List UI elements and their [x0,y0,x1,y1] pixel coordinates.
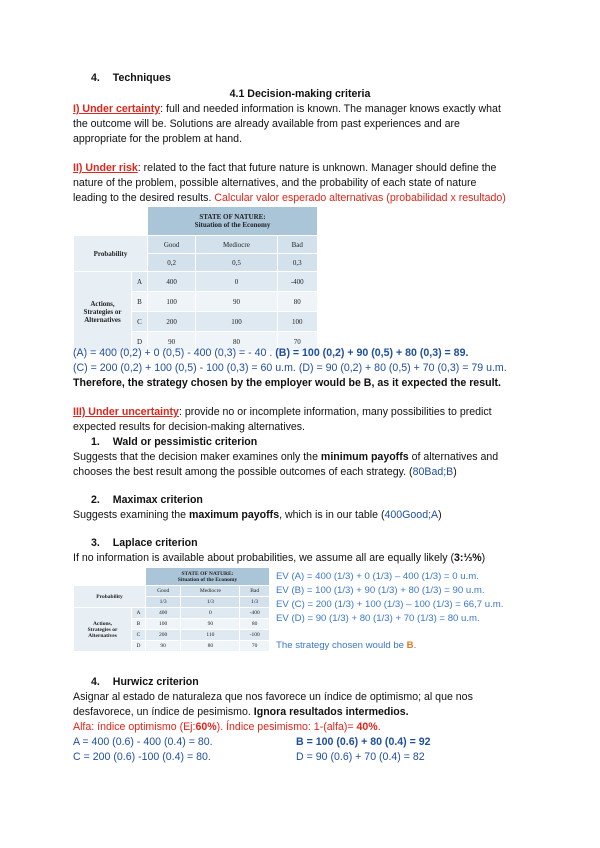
certainty-text-2: the outcome will be. Solutions are already available from past experiences and are [73,118,460,130]
hurwicz-result-d: D = 90 (0.6) + 70 (0.4) = 82 [296,751,425,763]
state-good: Good [146,586,181,597]
wald-text-1a: Suggests that the decision maker examines only the [73,451,321,463]
risk-result-2: (C) = 200 (0,2) + 100 (0,5) - 100 (0,3) = 60 u.m. (D) = 90 (0,2) + 80 (0,5) + 70 (0,3) = 79 u.m. [73,362,507,374]
risk-conclusion: Therefore, the strategy chosen by the employer would be B, as it expected the result. [73,377,501,389]
laplace-text-c: ) [481,552,486,564]
state-title-1: STATE OF NATURE: [199,213,266,221]
table-cell: 0 [196,272,277,292]
alt-label-1: Actions, [90,299,115,308]
row-id: C [132,630,146,641]
alternatives-label [74,272,132,352]
hurwicz-alpha [73,719,381,735]
risk-instruction: Calcular valor esperado alternativas (probabilidad x resultado) [214,192,506,204]
table-cell: 400 [146,608,181,619]
probability-good: 0,2 [148,254,196,272]
laplace-number: 3. [91,537,100,549]
row-id: D [132,641,146,652]
table-cell: 100 [146,619,181,630]
wald-text-1c: of alternatives and [408,451,499,463]
table-cell: 100 [196,312,277,332]
state-mediocre: Mediocre [181,586,240,597]
table-row [74,272,318,292]
state-bad: Bad [240,586,270,597]
wald-text-2c: ) [453,466,457,478]
table-cell: 70 [277,332,317,352]
table-cell: -400 [277,272,317,292]
wald-number: 1. [91,436,100,448]
maximax-heading [91,492,203,508]
table-cell: 90 [148,332,196,352]
table-row [74,608,270,619]
laplace-ev-d: EV (D) = 90 (1/3) + 80 (1/3) + 70 (1/3) = 80 u.m. [276,613,480,624]
alt-label-3: Alternatives [88,632,117,639]
alt-label-3: Alternatives [84,315,121,324]
table-cell: 80 [196,332,277,352]
uncertainty-text-2: expected results for decision-making alternatives. [73,421,305,433]
hurwicz-title: Hurwicz criterion [112,676,199,688]
state-of-nature-header [148,207,318,236]
hurwicz-result-a: A = 400 (0.6) - 400 (0.4) = 80. [73,736,213,748]
table-cell: 80 [240,619,270,630]
table-cell: 90 [196,292,277,312]
alt-label-1: Actions, [92,620,113,627]
table-cell: 80 [181,641,240,652]
table-cell: -400 [240,608,270,619]
table-cell: 80 [277,292,317,312]
result-b: (B) = 100 (0,2) + 90 (0,5) + 80 (0,3) = 89. [275,347,469,359]
state-title-2: Situation of the Economy [194,221,271,229]
table-cell: 90 [181,619,240,630]
hurwicz-text-2a: desfavorece, un índice de pesimismo. [73,706,254,718]
certainty-label: I) Under certainty [73,103,161,115]
laplace-chosen-text: The strategy chosen would be [276,640,407,651]
laplace-text [73,550,485,566]
wald-text-2a: chooses the best result among the possible outcomes of each strategy. ( [73,466,413,478]
state-good: Good [148,236,196,254]
table-cell: 200 [148,312,196,332]
maximax-emphasis: maximum payoffs [189,509,280,521]
alt-label-2: Strategies or [87,626,118,633]
alpha-text-c: ). Índice pesimismo: 1-(alfa)= [216,721,357,733]
maximax-answer: 400Good;A [384,509,439,521]
risk-text-3a: leading to the desired results. [73,192,215,204]
maximax-text-c: , which is in our table ( [279,509,385,521]
risk-text-3 [73,190,506,206]
probability-bad: 0,3 [277,254,317,272]
table-cell: 70 [240,641,270,652]
table-corner [74,568,146,586]
certainty-paragraph [73,101,501,117]
alpha-value: 60% [195,721,217,733]
pessimism-value: 40% [356,721,378,733]
probability-mediocre: 0,5 [196,254,277,272]
probability-label: Probability [74,236,148,272]
certainty-text-3: appropriate for the problem at hand. [73,133,243,145]
laplace-ev-a: EV (A) = 400 (1/3) + 0 (1/3) – 400 (1/3) = 0 u.m. [276,571,479,582]
table-cell: 0 [181,608,240,619]
risk-text-2: nature of the problem, possible alternatives, and the probability of each state of nature [73,177,477,189]
hurwicz-text-2 [73,704,409,720]
risk-paragraph [73,160,496,176]
risk-text-1: : related to the fact that future nature is unknown. Manager should define the [137,162,497,174]
hurwicz-emphasis: Ignora resultados intermedios. [253,706,409,718]
laplace-chosen-end: . [413,640,417,651]
alt-label-2: Strategies or [83,307,122,316]
wald-answer: 80Bad;B [412,466,454,478]
section-heading [91,70,171,86]
wald-emphasis: minimum payoffs [320,451,409,463]
table-cell: -100 [240,630,270,641]
maximax-text [73,507,442,523]
row-id: A [132,272,148,292]
wald-title: Wald or pessimistic criterion [112,436,258,448]
laplace-ev-b: EV (B) = 100 (1/3) + 90 (1/3) + 80 (1/3) = 90 u.m. [276,585,485,596]
decision-table-laplace [73,567,270,652]
laplace-heading [91,535,198,551]
hurwicz-number: 4. [91,676,100,688]
result-a: (A) = 400 (0,2) + 0 (0,5) - 400 (0,3) = - 40 . [73,347,276,359]
alpha-text-e: . [377,721,381,733]
hurwicz-text-1: Asignar al estado de naturaleza que nos favorece un índice de optimismo; al que nos [73,691,473,703]
risk-label: II) Under risk [73,162,138,174]
row-id: C [132,312,148,332]
maximax-text-a: Suggests examining the [73,509,190,521]
wald-text-2 [73,464,457,480]
table-corner [74,207,148,236]
table-cell: 100 [148,292,196,312]
table-cell: 110 [181,630,240,641]
uncertainty-text-1: : provide no or incomplete information, many possibilities to predict [178,406,492,418]
row-id: D [132,332,148,352]
probability-label: Probability [74,586,146,608]
laplace-text-a: If no information is available about probabilities, we assume all are equally likely ( [73,552,454,564]
row-id: A [132,608,146,619]
state-title-2: Situation of the Economy [177,576,238,583]
decision-table-risk [73,206,318,352]
certainty-text-1: : full and needed information is known. The manager knows exactly what [160,103,501,115]
alpha-text-a: Alfa: índice optimismo (Ej: [73,721,196,733]
table-cell: 90 [146,641,181,652]
hurwicz-result-c: C = 200 (0.6) -100 (0.4) = 80. [73,751,211,763]
probability-bad: 1/3 [240,597,270,608]
alternatives-label [74,608,132,652]
probability-good: 1/3 [146,597,181,608]
laplace-title: Laplace criterion [112,537,198,549]
section-number: 4. [91,72,100,84]
row-id: B [132,292,148,312]
state-of-nature-header [146,568,270,586]
section-title: Techniques [112,72,171,84]
risk-result-1 [73,345,468,361]
table-cell: 100 [277,312,317,332]
table-cell: 400 [148,272,196,292]
laplace-ev-c: EV (C) = 200 (1/3) + 100 (1/3) – 100 (1/3) = 66,7 u.m. [276,599,504,610]
table-cell: 200 [146,630,181,641]
laplace-emphasis: 3:⅓% [453,552,482,564]
uncertainty-label: III) Under uncertainty [73,406,179,418]
laplace-chosen-answer: B [406,640,414,651]
subsection-title: 4.1 Decision-making criteria [229,88,371,100]
probability-mediocre: 1/3 [181,597,240,608]
row-id: B [132,619,146,630]
state-bad: Bad [277,236,317,254]
maximax-number: 2. [91,494,100,506]
laplace-chosen [276,639,416,653]
state-mediocre: Mediocre [196,236,277,254]
wald-text-1 [73,449,498,465]
maximax-text-e: ) [438,509,442,521]
wald-heading [91,434,257,450]
state-title-1: STATE OF NATURE: [181,570,234,577]
hurwicz-heading [91,674,199,690]
uncertainty-paragraph [73,404,492,420]
hurwicz-result-b: B = 100 (0.6) + 80 (0.4) = 92 [296,736,431,748]
maximax-title: Maximax criterion [112,494,203,506]
